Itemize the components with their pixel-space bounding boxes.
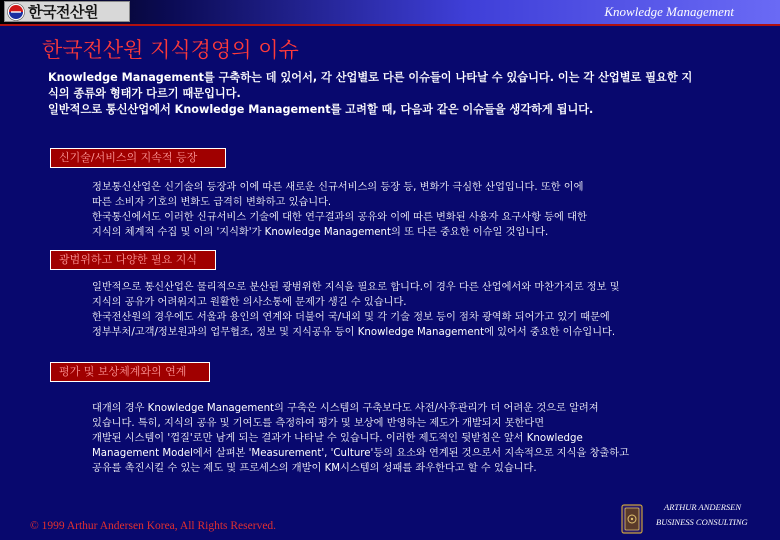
intro-line: Knowledge Management를 구축하는 데 있어서, 각 산업별로 다른 이슈들이 나타날 수 있습니다. 이는 각 산업별로 필요한 지 xyxy=(48,71,693,84)
intro-line: 식의 종류와 형태가 다르기 때문입니다. xyxy=(48,87,241,100)
copyright-notice: © 1999 Arthur Andersen Korea, All Rights Reserved. xyxy=(30,520,277,532)
header-title: Knowledge Management xyxy=(604,4,734,19)
intro-paragraph xyxy=(48,70,718,118)
section-line: Management Model에서 살펴본 'Measurement', 'Culture'등의 요소와 연계된 것으로서 지속적으로 지식을 창출하고 xyxy=(92,448,629,459)
arthur-andersen-door-icon xyxy=(621,504,643,534)
header-divider xyxy=(0,24,780,26)
organization-logo xyxy=(4,1,130,22)
section-line: 일반적으로 통신산업은 물리적으로 분산된 광범위한 지식을 필요로 합니다.이 경우 다른 산업에서와 마찬가지로 정보 및 xyxy=(92,282,620,293)
brand-name: ARTHUR ANDERSEN xyxy=(664,502,742,512)
section-line: 한국통신에서도 이러한 신규서비스 기술에 대한 연구결과의 공유와 이에 따른 변화된 사용자 요구사항 등에 대한 xyxy=(92,212,587,223)
section-line: 지식의 공유가 어려워지고 원활한 의사소통에 문제가 생길 수 있습니다. xyxy=(92,297,407,308)
section-line: 공유를 촉진시킬 수 있는 제도 및 프로세스의 개발이 KM시스템의 성패를 좌우한다고 할 수 있습니다. xyxy=(92,463,537,474)
section-line: 개발된 시스템이 '껍질'로만 남게 되는 결과가 나타날 수 있습니다. 이러한 제도적인 뒷받침은 앞서 Knowledge xyxy=(92,433,583,444)
korea-logo-icon xyxy=(7,3,25,21)
brand-subtitle: BUSINESS CONSULTING xyxy=(656,517,748,527)
section-line: 정부부처/고객/정보원과의 업무협조, 정보 및 지식공유 등이 Knowledge Management에 있어서 중요한 이슈입니다. xyxy=(92,327,616,338)
header-bar xyxy=(0,0,780,24)
section-label-evaluation: 평가 및 보상체계와의 연계 xyxy=(50,362,210,382)
section-line: 지식의 체계적 수집 및 이의 '지식화'가 Knowledge Management의 또 다른 중요한 이슈일 것입니다. xyxy=(92,227,549,238)
section-line: 따른 소비자 기호의 변화도 급격히 변화하고 있습니다. xyxy=(92,197,332,208)
section-label-broad-knowledge: 광범위하고 다양한 필요 지식 xyxy=(50,250,216,270)
intro-line: 일반적으로 통신산업에서 Knowledge Management를 고려할 때, 다음과 같은 이슈들을 생각하게 됩니다. xyxy=(48,103,594,116)
section-line: 있습니다. 특히, 지식의 공유 및 기여도를 측정하여 평가 및 보상에 반영하는 제도가 개발되지 못한다면 xyxy=(92,418,545,429)
section-label-new-tech: 신기술/서비스의 지속적 등장 xyxy=(50,148,226,168)
section-body-evaluation xyxy=(92,401,704,476)
section-line: 정보통신산업은 신기술의 등장과 이에 따른 새로운 신규서비스의 등장 등, 변화가 극심한 산업입니다. 또한 이에 xyxy=(92,182,584,193)
section-body-broad-knowledge xyxy=(92,280,704,340)
section-line: 대개의 경우 Knowledge Management의 구축은 시스템의 구축보다도 사전/사후관리가 더 어려운 것으로 알려져 xyxy=(92,403,599,414)
logo-text: 한국전산원 xyxy=(28,3,98,21)
page-title: 한국전산원 지식경영의 이슈 xyxy=(42,38,299,62)
section-line: 한국전산원의 경우에도 서울과 용인의 연계와 더불어 국/내외 및 각 기술 정보 등이 점차 광역화 되어가고 있기 때문에 xyxy=(92,312,610,323)
section-body-new-tech xyxy=(92,180,704,240)
